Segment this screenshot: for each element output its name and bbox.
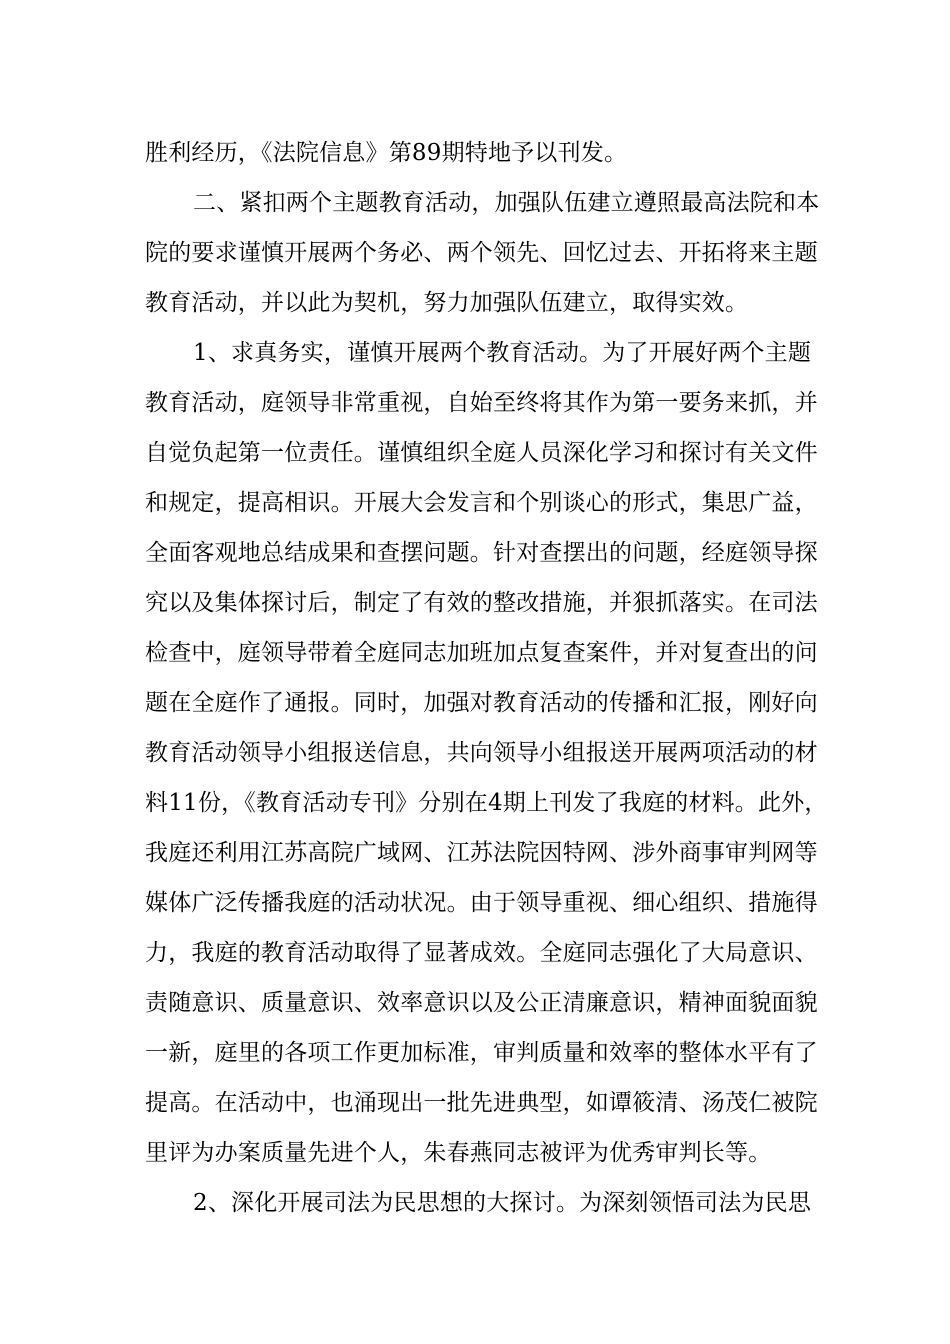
paragraph-line: 料11份，《教育活动专刊》分别在4期上刊发了我庭的材料。此外， — [145, 790, 828, 816]
paragraph-line: 我庭还利用江苏高院广域网、江苏法院因特网、涉外商事审判网等 — [145, 840, 818, 866]
paragraph-line: 提高。在活动中，也涌现出一批先进典型，如谭筱清、汤茂仁被院 — [145, 1090, 818, 1116]
paragraph-line: 检查中，庭领导带着全庭同志加班加点复查案件，并对复查出的问 — [145, 640, 818, 666]
paragraph-line: 教育活动领导小组报送信息，共向领导小组报送开展两项活动的材 — [145, 740, 818, 766]
paragraph-line: 全面客观地总结成果和查摆问题。针对查摆出的问题，经庭领导探 — [145, 540, 818, 566]
paragraph-line: 责随意识、质量意识、效率意识以及公正清廉意识，精神面貌面貌 — [145, 990, 818, 1016]
paragraph-line: 2、深化开展司法为民思想的大探讨。为深刻领悟司法为民思 — [193, 1190, 812, 1216]
paragraph-line: 院的要求谨慎开展两个务必、两个领先、回忆过去、开拓将来主题 — [145, 240, 818, 266]
paragraph-line: 二、紧扣两个主题教育活动，加强队伍建立遵照最高法院和本 — [193, 190, 820, 216]
paragraph-line: 自觉负起第一位责任。谨慎组织全庭人员深化学习和探讨有关文件 — [145, 440, 818, 466]
paragraph-line: 和规定，提高相识。开展大会发言和个别谈心的形式，集思广益， — [145, 490, 818, 516]
paragraph-line: 力，我庭的教育活动取得了显著成效。全庭同志强化了大局意识、 — [145, 940, 818, 966]
paragraph-line: 里评为办案质量先进个人，朱春燕同志被评为优秀审判长等。 — [145, 1140, 772, 1166]
paragraph-line: 教育活动，并以此为契机，努力加强队伍建立，取得实效。 — [145, 290, 749, 316]
paragraph-line: 究以及集体探讨后，制定了有效的整改措施，并狠抓落实。在司法 — [145, 590, 818, 616]
paragraph-line: 一新，庭里的各项工作更加标准，审判质量和效率的整体水平有了 — [145, 1040, 818, 1066]
paragraph-line: 1、求真务实，谨慎开展两个教育活动。为了开展好两个主题 — [193, 340, 812, 366]
paragraph-line: 媒体广泛传播我庭的活动状况。由于领导重视、细心组织、措施得 — [145, 890, 818, 916]
paragraph-line: 题在全庭作了通报。同时，加强对教育活动的传播和汇报，刚好向 — [145, 690, 818, 716]
paragraph-line: 胜利经历，《法院信息》第89期特地予以刊发。 — [145, 140, 628, 166]
paragraph-line: 教育活动，庭领导非常重视，自始至终将其作为第一要务来抓，并 — [145, 390, 818, 416]
